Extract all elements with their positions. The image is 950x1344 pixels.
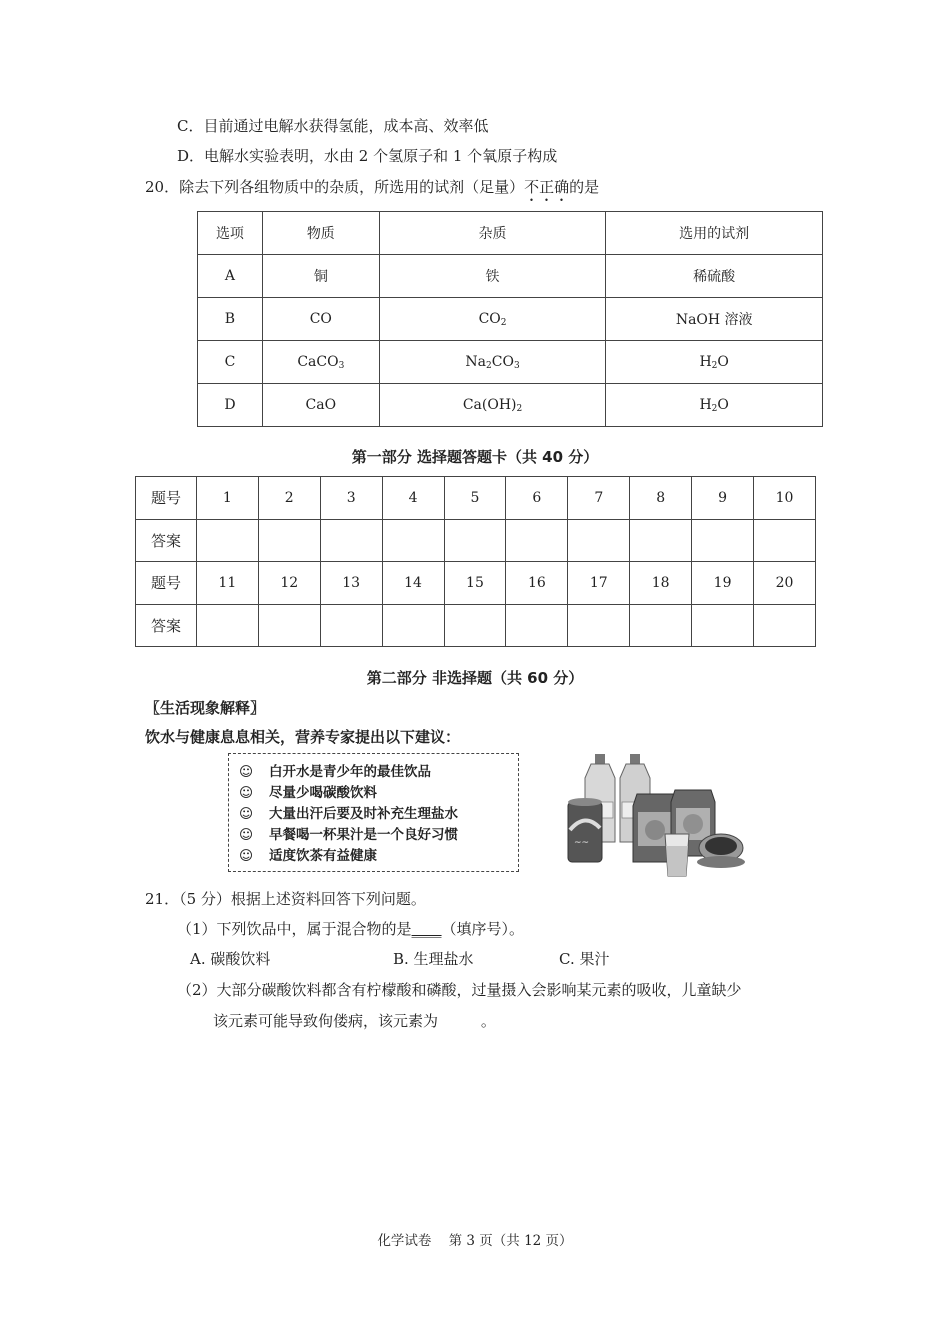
header-option: 选项 <box>198 212 263 255</box>
row-c-reagent <box>606 341 823 384</box>
question-number: 15 <box>444 562 506 605</box>
header-impurity: 杂质 <box>379 212 606 255</box>
row-c-reagent-a: H <box>699 353 712 370</box>
q21-choice-b: B. 生理盐水 <box>393 950 474 968</box>
row-c-substance <box>262 341 379 384</box>
row-a-substance: 铜 <box>262 255 379 298</box>
answer-cell[interactable] <box>196 519 258 562</box>
q20-stem-after: 的是 <box>569 178 600 196</box>
question-number: 7 <box>568 477 630 520</box>
table-row <box>198 298 823 341</box>
q21-sub1 <box>177 919 524 939</box>
answer-row-1 <box>136 519 816 562</box>
answer-cell[interactable] <box>444 604 506 647</box>
answer-number-row-2 <box>136 562 816 605</box>
cola-can-icon <box>568 798 602 862</box>
row-c-reagent-sub: 2 <box>711 360 718 371</box>
answer-card-table <box>135 476 816 647</box>
answer-cell[interactable] <box>258 604 320 647</box>
smile-icon: ☺ <box>239 827 254 843</box>
row-d-reagent-sub: 2 <box>711 403 718 414</box>
q21-stem: 21．（5 分）根据上述资料回答下列问题。 <box>145 890 426 908</box>
row-d-reagent <box>606 384 823 427</box>
q19-option-d: D．电解水实验表明，水由 2 个氢原子和 1 个氧原子构成 <box>177 147 558 165</box>
row-c-impurity-b: CO <box>491 353 514 370</box>
answer-cell[interactable] <box>568 604 630 647</box>
answer-cell[interactable] <box>692 519 754 562</box>
answer-cell[interactable] <box>320 604 382 647</box>
answer-cell[interactable] <box>568 519 630 562</box>
q21-sub1-blank[interactable]: ____ <box>411 920 442 938</box>
row-label-number: 题号 <box>136 562 197 605</box>
table-row <box>198 341 823 384</box>
answer-cell[interactable] <box>196 604 258 647</box>
juice-glass-icon <box>665 834 689 876</box>
smile-icon: ☺ <box>239 785 254 801</box>
question-number: 17 <box>568 562 630 605</box>
row-d-reagent-b: O <box>717 396 729 413</box>
answer-cell[interactable] <box>630 604 692 647</box>
row-c-substance-sub: 3 <box>338 360 345 371</box>
table-header-row <box>198 212 823 255</box>
page-footer: 化学试卷 第 3 页（共 12 页） <box>377 1233 573 1249</box>
row-d-impurity-sub: 2 <box>516 403 523 414</box>
advice-item <box>239 805 458 823</box>
answer-number-row-1 <box>136 477 816 520</box>
row-b-option: B <box>198 298 263 341</box>
row-b-impurity-sub: 2 <box>500 317 507 328</box>
smile-icon: ☺ <box>239 764 254 780</box>
row-d-impurity <box>379 384 606 427</box>
answer-cell[interactable] <box>506 519 568 562</box>
q20-table <box>197 211 823 427</box>
q19-option-c: C．目前通过电解水获得氢能，成本高、效率低 <box>177 117 489 135</box>
answer-cell[interactable] <box>382 604 444 647</box>
question-number: 5 <box>444 477 506 520</box>
row-b-impurity <box>379 298 606 341</box>
row-b-substance: CO <box>262 298 379 341</box>
advice-text: 适度饮茶有益健康 <box>269 848 377 864</box>
tea-cup-icon <box>697 834 745 868</box>
answer-cell[interactable] <box>754 519 816 562</box>
advice-item <box>239 847 377 865</box>
row-a-impurity: 铁 <box>379 255 606 298</box>
q21-choice-c: C. 果汁 <box>559 950 610 968</box>
question-number: 14 <box>382 562 444 605</box>
answer-card-title: 第一部分 选择题答题卡（共 40 分） <box>351 448 599 466</box>
section-label: 〖生活现象解释〗 <box>145 699 266 717</box>
row-d-reagent-a: H <box>699 396 712 413</box>
row-b-reagent: NaOH 溶液 <box>606 298 823 341</box>
question-number: 6 <box>506 477 568 520</box>
smile-icon: ☺ <box>239 806 254 822</box>
drinks-illustration <box>565 750 745 878</box>
q21-sub1-before: （1）下列饮品中，属于混合物的是 <box>177 920 412 938</box>
advice-text: 白开水是青少年的最佳饮品 <box>269 764 431 780</box>
row-label-answer: 答案 <box>136 519 197 562</box>
question-number: 13 <box>320 562 382 605</box>
advice-item <box>239 826 458 844</box>
question-number: 9 <box>692 477 754 520</box>
table-row <box>198 255 823 298</box>
q20-stem-emphasis: 不正确 <box>524 178 570 196</box>
question-number: 18 <box>630 562 692 605</box>
question-number: 19 <box>692 562 754 605</box>
row-a-reagent: 稀硫酸 <box>606 255 823 298</box>
answer-cell[interactable] <box>754 604 816 647</box>
row-c-impurity-b-sub: 3 <box>513 360 520 371</box>
header-reagent: 选用的试剂 <box>606 212 823 255</box>
question-number: 8 <box>630 477 692 520</box>
question-number: 1 <box>196 477 258 520</box>
question-number: 4 <box>382 477 444 520</box>
row-b-impurity-main: CO <box>478 310 501 327</box>
answer-cell[interactable] <box>444 519 506 562</box>
question-number: 3 <box>320 477 382 520</box>
advice-text: 大量出汗后要及时补充生理盐水 <box>269 806 458 822</box>
advice-box <box>228 753 519 872</box>
part2-title: 第二部分 非选择题（共 60 分） <box>366 669 584 687</box>
svg-text:~~: ~~ <box>574 838 590 848</box>
row-label-answer: 答案 <box>136 604 197 647</box>
row-c-option: C <box>198 341 263 384</box>
row-label-number: 题号 <box>136 477 197 520</box>
answer-cell[interactable] <box>692 604 754 647</box>
row-d-substance: CaO <box>262 384 379 427</box>
q21-sub1-after: （填序号）。 <box>441 920 525 938</box>
row-a-option: A <box>198 255 263 298</box>
q20-stem-before: 20．除去下列各组物质中的杂质，所选用的试剂（足量） <box>145 178 525 196</box>
advice-text: 尽量少喝碳酸饮料 <box>269 785 377 801</box>
advice-item <box>239 763 431 781</box>
answer-cell[interactable] <box>506 604 568 647</box>
q20-stem <box>145 177 599 205</box>
q21-sub2-line2: 该元素可能导致佝偻病，该元素为 。 <box>213 1012 496 1030</box>
row-d-option: D <box>198 384 263 427</box>
answer-cell[interactable] <box>630 519 692 562</box>
answer-row-2 <box>136 604 816 647</box>
answer-cell[interactable] <box>258 519 320 562</box>
question-number: 11 <box>196 562 258 605</box>
question-number: 2 <box>258 477 320 520</box>
question-number: 20 <box>754 562 816 605</box>
question-number: 16 <box>506 562 568 605</box>
intro-text: 饮水与健康息息相关，营养专家提出以下建议： <box>145 728 461 746</box>
row-c-impurity-a-sub: 2 <box>486 360 492 371</box>
table-row <box>198 384 823 427</box>
question-number: 12 <box>258 562 320 605</box>
advice-text: 早餐喝一杯果汁是一个良好习惯 <box>269 827 458 843</box>
row-c-reagent-b: O <box>717 353 729 370</box>
smile-icon: ☺ <box>239 848 254 864</box>
answer-cell[interactable] <box>382 519 444 562</box>
answer-cell[interactable] <box>320 519 382 562</box>
question-number: 10 <box>754 477 816 520</box>
q21-sub2-line1: （2）大部分碳酸饮料都含有柠檬酸和磷酸，过量摄入会影响某元素的吸收，儿童缺少 <box>177 981 742 999</box>
advice-item <box>239 784 377 802</box>
row-c-impurity <box>379 341 606 384</box>
row-c-impurity-a: Na <box>465 353 487 370</box>
q21-choice-a: A. 碳酸饮料 <box>190 950 271 968</box>
row-c-substance-main: CaCO <box>297 353 339 370</box>
row-d-impurity-main: Ca(OH) <box>462 396 517 413</box>
header-substance: 物质 <box>262 212 379 255</box>
